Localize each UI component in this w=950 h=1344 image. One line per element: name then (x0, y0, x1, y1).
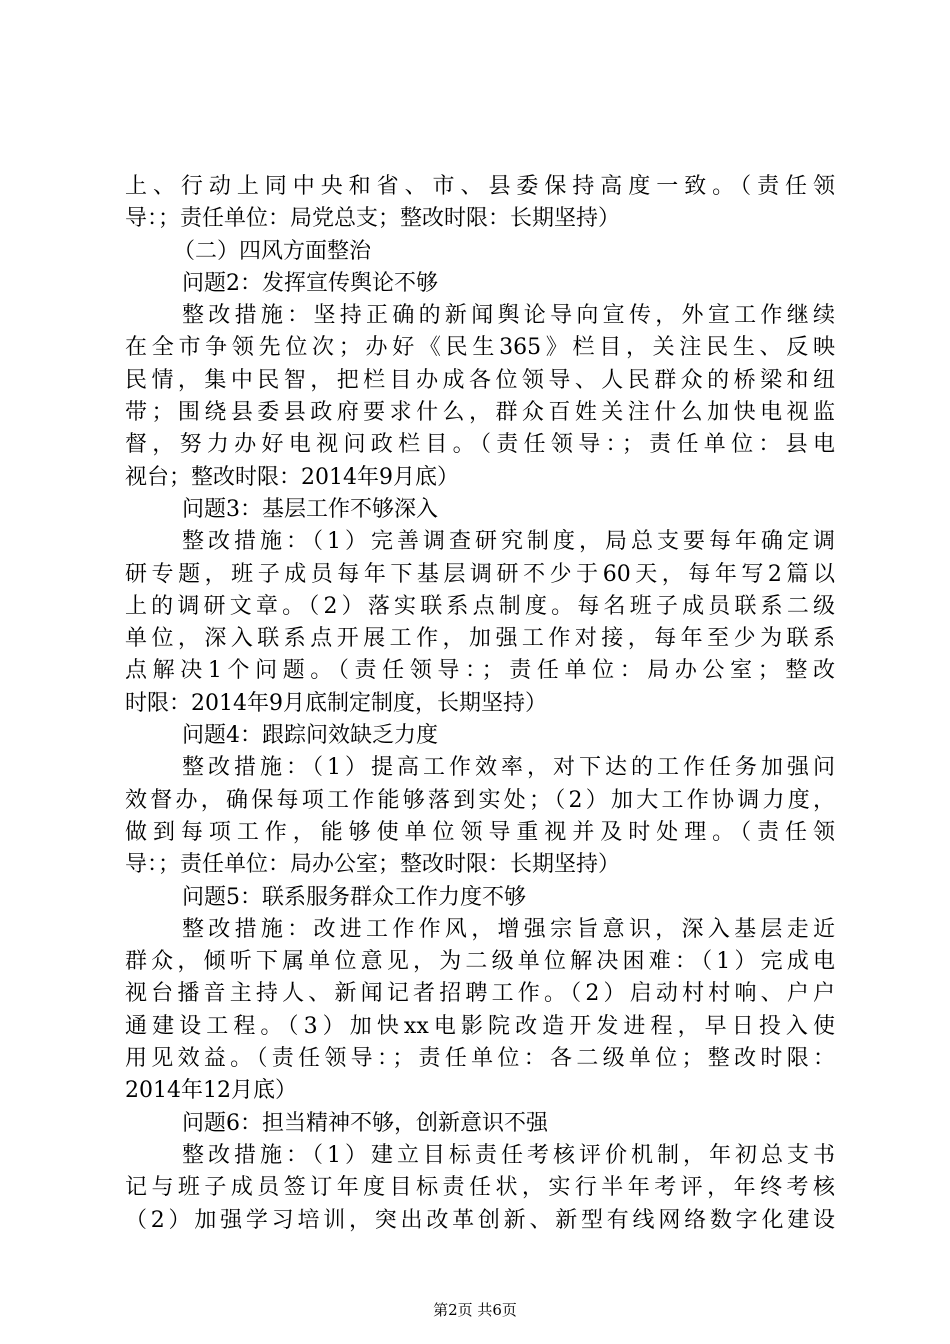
document-body (125, 171, 835, 1237)
text-line: 民情，集中民智，把栏目办成各位领导、人民群众的桥梁和纽 (125, 367, 835, 393)
text-line: 做到每项工作，能够使单位领导重视并及时处理。（责任领 (125, 819, 835, 845)
text-line: 通建设工程。（3）加快xx电影院改造开发进程，早日投入使 (125, 1013, 835, 1039)
text-line: 点解决1个问题。（责任领导：；责任单位：局办公室；整改 (125, 658, 835, 684)
text-line: 导：；责任单位：局办公室；整改时限：长期坚持） (125, 852, 621, 878)
text-line: 整改措施：（1）建立目标责任考核评价机制，年初总支书 (182, 1142, 835, 1168)
text-line: 上、行动上同中央和省、市、县委保持高度一致。（责任领 (125, 174, 835, 199)
text-line: （2）加强学习培训，突出改革创新、新型有线网络数字化建设 (125, 1207, 835, 1233)
issue-heading: 问题3：基层工作不够深入 (182, 496, 438, 522)
text-line: 整改措施：坚持正确的新闻舆论导向宣传，外宣工作继续 (182, 303, 835, 329)
text-line: 视台；整改时限：2014年9月底） (125, 464, 459, 490)
text-line: 整改措施：（1）提高工作效率，对下达的工作任务加强问 (182, 755, 835, 781)
text-line: 2014年12月底） (125, 1078, 297, 1104)
text-line: 用见效益。（责任领导：；责任单位：各二级单位；整改时限： (125, 1046, 835, 1072)
text-line: 视台播音主持人、新闻记者招聘工作。（2）启动村村响、户户 (125, 981, 835, 1007)
issue-heading: 问题6：担当精神不够，创新意识不强 (182, 1110, 548, 1136)
text-line: 记与班子成员签订年度目标责任状，实行半年考评，年终考核 (125, 1175, 835, 1201)
text-line: 上的调研文章。（2）落实联系点制度。每名班子成员联系二级 (125, 593, 835, 619)
text-line: 整改措施：改进工作作风，增强宗旨意识，深入基层走近 (182, 916, 835, 942)
text-line: 时限：2014年9月底制定制度，长期坚持） (125, 690, 547, 716)
text-line: 整改措施：（1）完善调查研究制度，局总支要每年确定调 (182, 529, 835, 555)
issue-heading: 问题4：跟踪问效缺乏力度 (182, 723, 438, 749)
section-heading: （二）四风方面整治 (173, 238, 372, 264)
issue-heading: 问题5：联系服务群众工作力度不够 (182, 884, 526, 910)
text-line: 督，努力办好电视问政栏目。（责任领导：；责任单位：县电 (125, 432, 835, 458)
text-line: 群众，倾听下属单位意见，为二级单位解决困难：（1）完成电 (125, 949, 835, 975)
page-footer: 第2页 共6页 (433, 1301, 517, 1319)
text-line: 效督办，确保每项工作能够落到实处；（2）加大工作协调力度， (125, 787, 835, 813)
text-line: 带；围绕县委县政府要求什么，群众百姓关注什么加快电视监 (125, 400, 835, 426)
text-line: 导：；责任单位：局党总支；整改时限：长期坚持） (125, 206, 621, 232)
text-line: 单位，深入联系点开展工作，加强工作对接，每年至少为联系 (125, 626, 835, 652)
issue-heading: 问题2：发挥宣传舆论不够 (182, 270, 438, 296)
text-line: 在全市争领先位次；办好《民生365》栏目，关注民生、反映 (125, 335, 835, 361)
text-line: 研专题，班子成员每年下基层调研不少于60天，每年写2篇以 (125, 561, 835, 587)
